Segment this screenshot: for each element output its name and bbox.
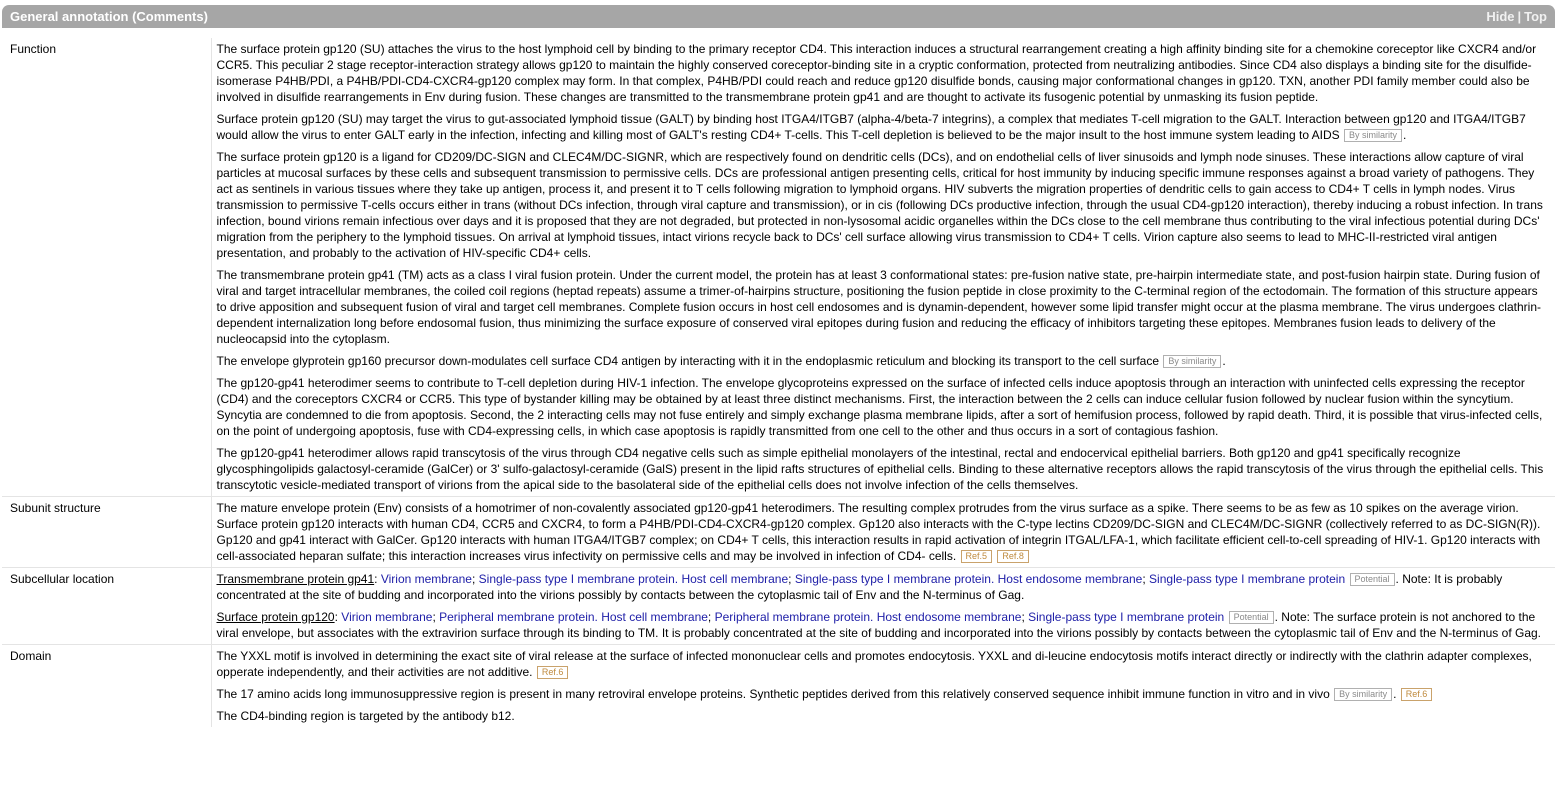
function-paragraph: The surface protein gp120 (SU) attaches the virus to the host lymphoid cell by binding to the primary receptor CD4. This interaction induces a structural rearrangement creating a high affinity binding site for a chemokine coreceptor like CXCR4 and/or CCR5. This peculiar 2 stage receptor-interaction strategy allows gp120 to maintain the highly conserved coreceptor-binding site in a cryptic conformation, protected from neutralizing antibodies. Since CD4 also displays a binding site for the disulfide-isomerase P4HB/PDI, a P4HB/PDI-CD4-CXCR4-gp120 complex may form. In that complex, P4HB/PDI could reach and reduce gp120 disulfide bonds, causing major conformational changes in gp120. TXN, another PDI family member could also be involved in disulfide rearrangements in Env during fusion. These changes are transmitted to the transmembrane protein gp41 and are thought to activate its fusogenic potential by unmasking its fusion peptide. (216, 42, 1537, 104)
subcellular-entry (217, 609, 1550, 641)
function-paragraph: The gp120-gp41 heterodimer seems to contribute to T-cell depletion during HIV-1 infection. The envelope glycoproteins expressed on the surface of infected cells induce apoptosis through an interaction with uninfected cells expressing the receptor (CD4) and the coreceptors CXCR4 or CCR5. This type of bystander killing may be obtained by at least three distinct mechanisms. First, the interaction between the 2 cells can induce cellular fusion followed by nuclear fusion within the syncytium. Syncytia are condemned to die from apoptosis. Second, the 2 interacting cells may not fuse entirely and simply exchange plasma membrane lipids, after a sort of hemifusion process, followed by rapid death. Third, it is possible that virus-infected cells, on the point of undergoing apoptosis, fuse with CD4-expressing cells, in which case apoptosis is rapidly transmitted from one cell to the other and thus occurs in a sort of contagious fashion. (216, 376, 1543, 438)
domain-paragraph: The CD4-binding region is targeted by the antibody b12. (216, 709, 515, 723)
location-note: Note: It is probably concentrated at the site of budding and incorporated into the virions possibly by contacts between the cytoplasmic tail of Env and the N-terminus of Gag. (216, 572, 1503, 602)
section-title: General annotation (Comments) (10, 9, 208, 24)
location-link[interactable]: Peripheral membrane protein. Host endosome membrane (714, 610, 1022, 624)
function-label: Function (10, 42, 57, 56)
period: . (1274, 610, 1278, 624)
semicolon: ; (432, 610, 436, 624)
link-separator: | (1517, 9, 1522, 24)
colon: : (334, 610, 338, 624)
hide-link[interactable]: Hide (1486, 9, 1515, 24)
semicolon: ; (1142, 572, 1146, 586)
period: . (1393, 687, 1397, 701)
protein-name: Surface protein gp120 (216, 610, 335, 624)
function-paragraph (217, 111, 1550, 143)
location-link[interactable]: Virion membrane (380, 572, 472, 586)
subunit-label: Subunit structure (2, 497, 211, 568)
subunit-content (211, 497, 1555, 568)
subcellular-content (211, 568, 1555, 645)
period: . (1222, 354, 1226, 368)
paragraph-text: The envelope glyprotein gp160 precursor down-modulates cell surface CD4 antigen by interacting with it in the endoplasmic reticulum and blocking its transport to the cell surface (216, 354, 1160, 368)
function-paragraph: The gp120-gp41 heterodimer allows rapid transcytosis of the virus through CD4 negative cells such as simple epithelial monolayers of the intestinal, rectal and endocervical epithelial barriers. Both gp120 and gp41 specifically recognize glycosphingolipids galactosyl-ceramide (GalCer) or 3' sulfo-galactosyl-ceramide (GalS) present in the lipid rafts structures of epithelial cells. Binding to these alternative receptors allows the rapid transcytosis of the virus through the epithelial cells. This transcytotic vesicle-mediated transport of virions from the apical side to the basolateral side of the epithelial cells does not involve infection of the cells themselves. (216, 446, 1544, 492)
subcellular-row (2, 568, 1555, 645)
header-links (1486, 9, 1547, 24)
annotation-table (2, 38, 1555, 727)
subunit-paragraph (217, 500, 1550, 564)
reference-badge[interactable]: Ref.6 (1401, 688, 1433, 701)
location-link[interactable]: Single-pass type I membrane protein. Host endosome membrane (794, 572, 1143, 586)
evidence-badge-by-similarity[interactable]: By similarity (1163, 355, 1221, 368)
domain-row (2, 645, 1555, 728)
domain-paragraph (217, 686, 1550, 702)
location-link[interactable]: Virion membrane (341, 610, 433, 624)
top-link[interactable]: Top (1524, 9, 1547, 24)
location-note: Note: The surface protein is not anchored to the viral envelope, but associates with the extravirion surface through its binding to TM. It is probably concentrated at the site of budding and incorporated into the virions possibly by contacts between the cytoplasmic tail of Env and the N-terminus of Gag. (216, 610, 1541, 640)
semicolon: ; (707, 610, 712, 624)
reference-badge[interactable]: Ref.5 (961, 550, 993, 563)
domain-paragraph (217, 648, 1550, 680)
period: . (1395, 572, 1399, 586)
location-link[interactable]: Single-pass type I membrane protein (1149, 572, 1346, 586)
evidence-badge-potential[interactable]: Potential (1350, 573, 1395, 586)
function-paragraph: The transmembrane protein gp41 (TM) acts as a class I viral fusion protein. Under the current model, the protein has at least 3 conformational states: pre-fusion native state, pre-hairpin intermediate state, and post-fusion hairpin state. During fusion of viral and target intracellular membranes, the coiled coil regions (heptad repeats) assume a trimer-of-hairpins structure, positioning the fusion peptide in close proximity to the C-terminal region of the ectodomain. The formation of this structure appears to drive apposition and subsequent fusion of viral and target cell membranes. Complete fusion occurs in host cell endosomes and is dynamin-dependent, however some lipid transfer might occur at the plasma membrane. The virus undergoes clathrin-dependent internalization long before endosomal fusion, thus minimizing the surface exposure of conserved viral epitopes during fusion and reducing the efficacy of inhibitors targeting these epitopes. Membranes fusion leads to delivery of the nucleocapsid into the cytoplasm. (216, 268, 1541, 346)
colon: : (374, 572, 378, 586)
evidence-badge-by-similarity[interactable]: By similarity (1344, 129, 1402, 142)
function-row (2, 38, 1555, 497)
evidence-badge-potential[interactable]: Potential (1229, 611, 1274, 624)
reference-badge[interactable]: Ref.8 (997, 550, 1029, 563)
semicolon: ; (788, 572, 792, 586)
location-link[interactable]: Peripheral membrane protein. Host cell membrane (439, 610, 708, 624)
domain-label: Domain (2, 645, 211, 728)
subcellular-label: Subcellular location (2, 568, 211, 645)
location-link[interactable]: Single-pass type I membrane protein (1028, 610, 1225, 624)
evidence-badge-by-similarity[interactable]: By similarity (1334, 688, 1392, 701)
location-link[interactable]: Single-pass type I membrane protein. Host cell membrane (478, 572, 789, 586)
function-paragraph: The surface protein gp120 is a ligand for CD209/DC-SIGN and CLEC4M/DC-SIGNR, which are respectively found on dendritic cells (DCs), and on endothelial cells of liver sinusoids and lymph node sinuses. These interactions allow capture of viral particles at mucosal surfaces by these cells and subsequent transmission to permissive cells. DCs are professional antigen presenting cells, critical for host immunity by inducing specific immune responses against a broad variety of pathogens. They act as sentinels in various tissues where they take up antigen, process it, and present it to T cells following migration to lymphoid organs. HIV subverts the migration properties of dendritic cells to gain access to CD4+ T cells in lymph nodes. Virus transmission to permissive T-cells occurs either in trans (without DCs infection, through viral capture and transmission), or in cis (following DCs productive infection, through the usual CD4-gp120 interaction), thereby inducing a robust infection. In trans infection, bound virions remain infectious over days and it is proposed that they are not degraded, but protected in non-lysosomal acidic organelles within the DCs close to the cell membrane thus contributing to the viral infectious potential during DCs' migration from the periphery to the lymphoid tissues. On arrival at lymphoid tissues, intact virions recycle back to DCs' cell surface allowing virus transmission to CD4+ T cells. Virion capture also seems to lead to MHC-II-restricted viral antigen presentation, and probably to the activation of HIV-specific CD4+ cells. (216, 150, 1543, 260)
reference-badge[interactable]: Ref.6 (537, 666, 569, 679)
function-content (211, 38, 1555, 497)
subcellular-entry (217, 571, 1550, 603)
domain-content (211, 645, 1555, 728)
function-paragraph (217, 353, 1550, 369)
paragraph-text: The mature envelope protein (Env) consists of a homotrimer of non-covalently associated gp120-gp41 heterodimers. The resulting complex protrudes from the virus surface as a spike. There seems to be as few as 10 spikes on the average virion. Surface protein gp120 interacts with human CD4, CCR5 and CXCR4, to form a P4HB/PDI-CD4-CXCR4-gp120 complex. Gp120 also interacts with the C-type lectins CD209/DC-SIGN and CLEC4M/DC-SIGNR (collectively referred to as DC-SIGN(R)). Gp120 and gp41 interact with GalCer. Gp120 interacts with human ITGA4/ITGB7 complex; on CD4+ T cells, this interaction results in rapid activation of integrin ITGAL/LFA-1, which facilitate efficient cell-to-cell spreading of HIV-1. Gp120 interacts with cell-associated heparan sulfate; this interaction increases virus infectivity on permissive cells and may be involved in infection of CD4- cells. (216, 501, 1541, 563)
protein-name: Transmembrane protein gp41 (216, 572, 375, 586)
paragraph-text: Surface protein gp120 (SU) may target the virus to gut-associated lymphoid tissue (GALT) by binding host ITGA4/ITGB7 (alpha-4/beta-7 integrins), a complex that mediates T-cell migration to the GALT. Interaction between gp120 and ITGA4/ITGB7 would allow the virus to enter GALT early in the infection, infecting and killing most of GALT's resting CD4+ T-cells. This T-cell depletion is believed to be the major insult to the host immune system leading to AIDS (216, 112, 1526, 142)
period: . (1403, 128, 1407, 142)
semicolon: ; (1021, 610, 1025, 624)
paragraph-text: The YXXL motif is involved in determining the exact site of viral release at the surface of infected mononuclear cells and promotes endocytosis. YXXL and di-leucine endocytosis motifs interact directly or indirectly with the clathrin adapter complexes, opperate independently, and their activities are not additive. (216, 649, 1532, 679)
subunit-row (2, 497, 1555, 568)
paragraph-text: The 17 amino acids long immunosuppressive region is present in many retroviral envelope proteins. Synthetic peptides derived from this relatively conserved sequence inhibit immune function in vitro and in vivo (216, 687, 1330, 701)
section-header (2, 5, 1555, 28)
semicolon: ; (471, 572, 476, 586)
